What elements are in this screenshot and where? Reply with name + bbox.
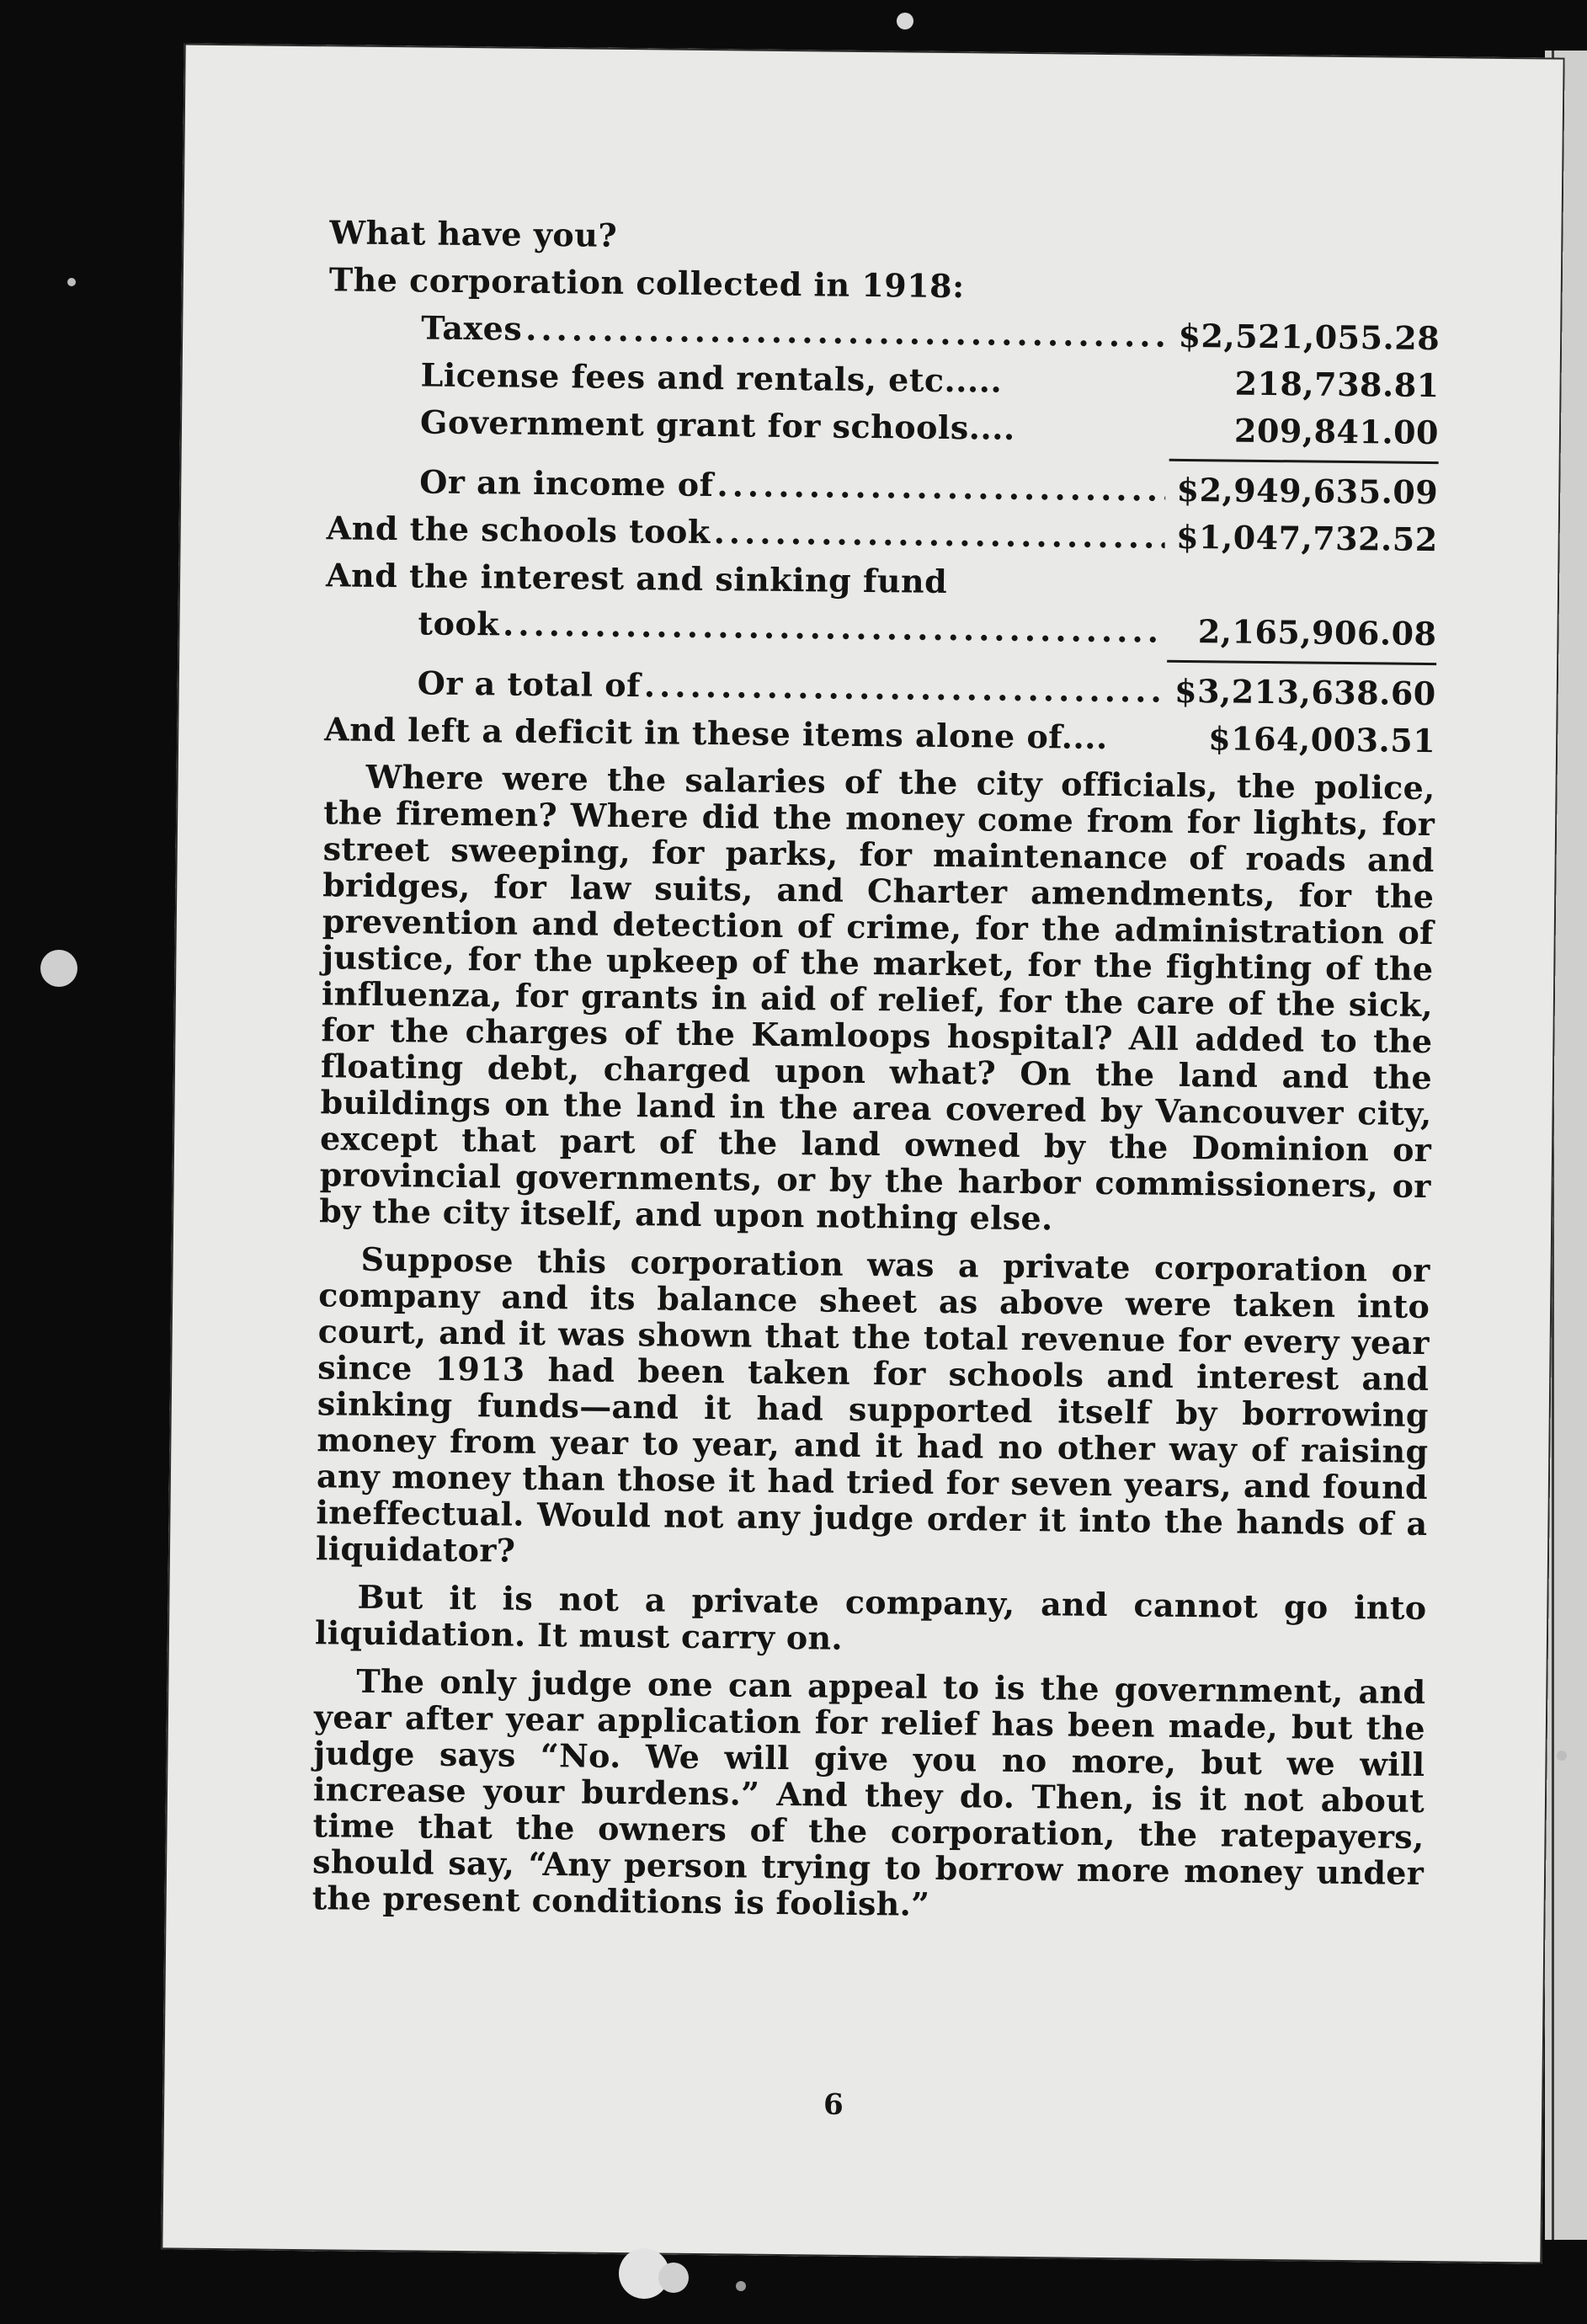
ledger-amount: $2,949,635.09 <box>1176 470 1439 512</box>
sum-rule <box>1169 459 1439 464</box>
ledger-label: Taxes <box>421 308 523 348</box>
page-content <box>312 209 1441 1939</box>
heading: What have you? <box>329 213 618 254</box>
ledger-label: And the schools took <box>326 509 711 552</box>
ledger-amount: 218,738.81 <box>1234 364 1440 405</box>
ledger-label: took <box>418 604 500 643</box>
ledger-amount: $3,213,638.60 <box>1174 671 1436 713</box>
ledger-amount: $1,047,732.52 <box>1175 517 1438 559</box>
sum-rule <box>1167 660 1436 665</box>
intro-line: The corporation collected in 1918: <box>328 260 965 306</box>
document-page <box>161 43 1564 2263</box>
body-paragraph: But it is not a private company, and cannot go into liquidation. It must carry on. <box>314 1577 1427 1657</box>
leader-dots <box>644 662 1164 714</box>
ledger-amount: 2,165,906.08 <box>1197 612 1437 653</box>
leader-dots <box>716 461 1165 514</box>
body-paragraph: The only judge one can appeal to is the government, and year after year application for relief has been made, but the judge says “No. We will give you no more, but we will increase your burdens.” And they do. Then, is it not about time that the owners of the corporation, the ratepayers, should say, “Any person trying to borrow more money under the present conditions is foolish.” <box>312 1661 1426 1923</box>
ledger-label: And the interest and sinking fund <box>325 556 948 601</box>
body-paragraph: Where were the salaries of the city officials, the police, the firemen? Where did the money come from for lights, for street sweeping, for parks, for maintenance of roads and bridges, for law suits, and Charter amendments, for the prevention and detection of crime, for the administration of justice, for the upkeep of the market, for the fighting of the influenza, for grants in aid of relief, for the care of the sick, for the charges of the Kamloops hospital? All added to the floating debt, charged upon what? On the land and the buildings on the land in the area covered by Vancouver city, except that part of the land owned by the Dominion or provincial governments, or by the harbor commissioners, or by the city itself, and upon nothing else. <box>319 757 1435 1238</box>
ledger-label: Government grant for schools.... <box>419 402 1015 447</box>
ledger-label: Or a total of <box>417 664 642 705</box>
ledger-amount: $2,521,055.28 <box>1178 316 1441 358</box>
leader-dots <box>525 306 1168 360</box>
ledger-amount: $164,003.51 <box>1208 719 1436 760</box>
page-number: 6 <box>823 2087 844 2122</box>
ledger-label: License fees and rentals, etc..... <box>420 355 1003 400</box>
body-paragraph: Suppose this corporation was a private corporation or company and its balance sheet as above were taken into court, and it was shown that the total revenue for every year since 1913 had been taken for schools and interest and sinking funds—and it had supported itself by borrowing money from year to year, and it had no other way of raising any money than those it had tried for seven years, and found ineffectual. Would not any judge order it into the hands of a liquidator? <box>315 1239 1430 1570</box>
leader-dots <box>713 509 1165 561</box>
ledger-amount: 209,841.00 <box>1233 411 1440 452</box>
ledger-label: Or an income of <box>419 462 714 504</box>
ledger-label: And left a deficit in these items alone of.... <box>324 710 1108 757</box>
leader-dots <box>503 600 1164 654</box>
